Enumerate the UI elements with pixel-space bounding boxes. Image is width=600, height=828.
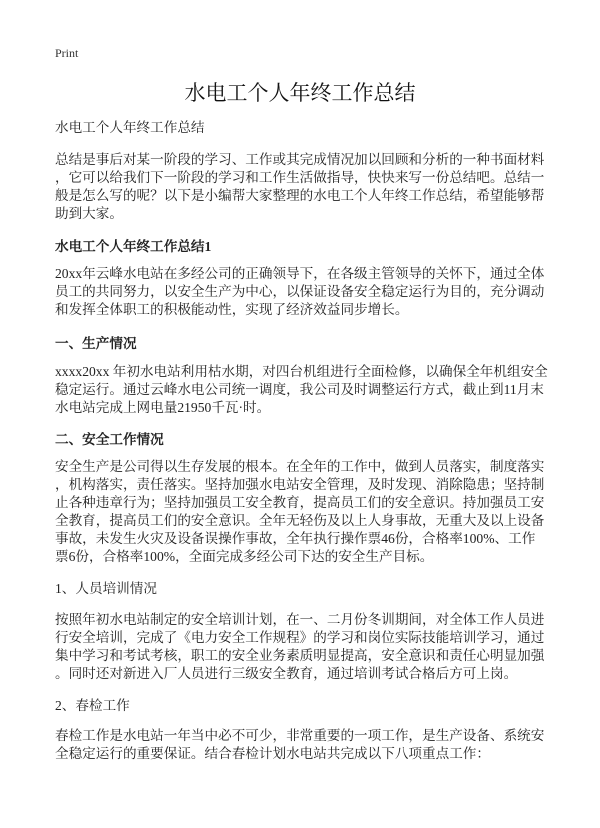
text-line: 和发挥全体职工的积极能动性，实现了经济效益同步增长。 bbox=[55, 302, 409, 317]
text-line: 止各种违章行为；坚持加强员工安全教育，提高员工们的安全意识。持加强员工安 bbox=[55, 495, 545, 510]
text-line: 全教育，提高员工们的安全意识。全年无轻伤及以上人身事故，无重大及以上设备 bbox=[55, 513, 545, 528]
text-line: 员工的共同努力，以安全生产为中心，以保证设备安全稳定运行为目的，充分调动 bbox=[55, 284, 545, 299]
text-line: 水电站完成上网电量21950千瓦·时。 bbox=[55, 400, 271, 415]
text-line: 事故，未发生火灾及设备误操作事故，全年执行操作票46份，合格率100%、工作 bbox=[55, 531, 536, 546]
safety-paragraph bbox=[55, 458, 555, 566]
text-line: 行安全培训，完成了《电力安全工作规程》的学习和岗位实际技能培训学习，通过 bbox=[55, 630, 545, 645]
text-line: 稳定运行。通过云峰水电公司统一调度，我公司及时调整运行方式，截止到11月末 bbox=[55, 382, 544, 397]
text-line: 总结是事后对某一阶段的学习、工作或其完成情况加以回顾和分析的一种书面材料 bbox=[55, 152, 545, 167]
text-line: 。同时还对新进入厂人员进行三级安全教育，通过培训考试合格后方可上岗。 bbox=[55, 666, 518, 681]
document-subtitle: 水电工个人年终工作总结 bbox=[55, 120, 205, 135]
text-line: xxxx20xx 年初水电站利用枯水期，对四台机组进行全面检修，以确保全年机组安全 bbox=[55, 364, 548, 379]
text-line: 助到大家。 bbox=[55, 206, 123, 221]
text-line: ，它可以给我们下一阶段的学习和工作生活做指导，快快来写一份总结吧。总结一 bbox=[55, 170, 545, 185]
spring-check-paragraph bbox=[55, 727, 555, 763]
text-line: 按照年初水电站制定的安全培训计划，在一、二月份冬训期间，对全体工作人员进 bbox=[55, 612, 545, 627]
text-line: ，机构落实，责任落实。坚持加强水电站安全管理，及时发现、消除隐患；坚持制 bbox=[55, 477, 545, 492]
heading-safety: 二、安全工作情况 bbox=[55, 432, 164, 447]
subheading-training: 1、人员培训情况 bbox=[55, 581, 157, 596]
text-line: 春检工作是水电站一年当中必不可少，非常重要的一项工作，是生产设备、系统安 bbox=[55, 728, 545, 743]
text-line: 安全生产是公司得以生存发展的根本。在全年的工作中，做到人员落实，制度落实 bbox=[55, 459, 545, 474]
heading-production: 一、生产情况 bbox=[55, 336, 137, 351]
production-paragraph bbox=[55, 363, 555, 417]
training-paragraph bbox=[55, 611, 555, 683]
text-line: 集中学习和考试考核，职工的安全业务素质明显提高，安全意识和责任心明显加强 bbox=[55, 648, 545, 663]
print-link[interactable]: Print bbox=[55, 46, 79, 60]
intro-paragraph bbox=[55, 151, 555, 223]
text-line: 全稳定运行的重要保证。结合春检计划水电站共完成以下八项重点工作： bbox=[55, 746, 490, 761]
text-line: 般是怎么写的呢？以下是小编帮大家整理的水电工个人年终工作总结，希望能够帮 bbox=[55, 188, 545, 203]
text-line: 票6份，合格率100%，全面完成多经公司下达的安全生产目标。 bbox=[55, 549, 434, 564]
section-paragraph bbox=[55, 265, 555, 319]
section-heading: 水电工个人年终工作总结1 bbox=[55, 239, 212, 254]
page-title: 水电工个人年终工作总结 bbox=[184, 81, 416, 105]
subheading-spring-check: 2、春检工作 bbox=[55, 698, 130, 713]
text-line: 20xx年云峰水电站在多经公司的正确领导下，在各级主管领导的关怀下，通过全体 bbox=[55, 266, 545, 281]
